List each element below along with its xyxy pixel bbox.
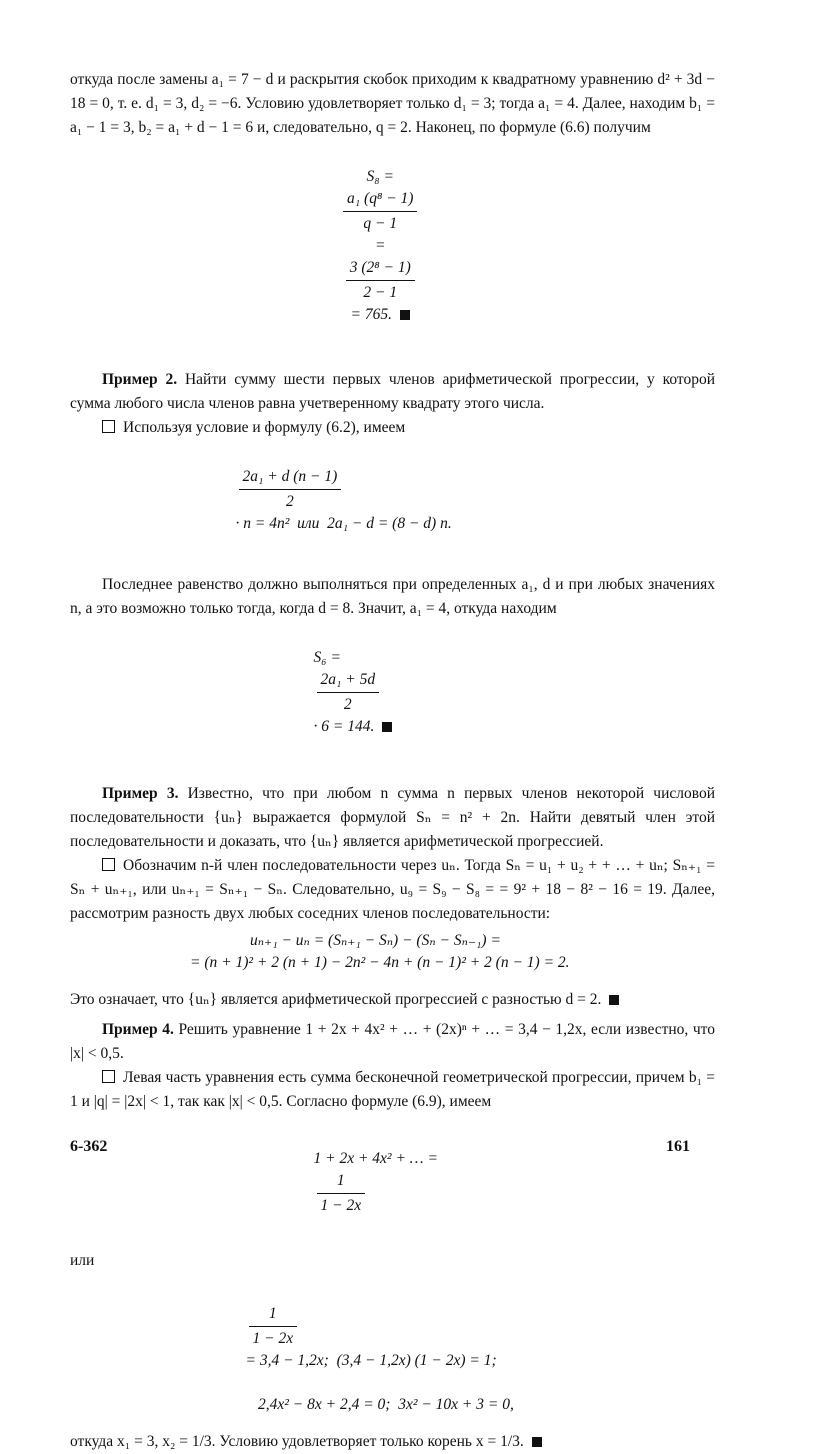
paragraph-conclusion: Это означает, что {uₙ} является арифметической прогрессией с разностью d = 2. bbox=[70, 988, 715, 1012]
paragraph-answer: откуда x₁ = 3, x₂ = 1/3. Условию удовлетворяет только корень x = 1/3. bbox=[70, 1430, 715, 1454]
example-2-solution: Используя условие и формулу (6.2), имеем bbox=[70, 416, 715, 440]
example-2: Пример 2. Найти сумму шести первых членов арифметической прогрессии, у которой сумма любого числа членов равна учетверенному квадрату этого числа. bbox=[70, 371, 715, 412]
equation-difference-2: = (n + 1)² + 2 (n + 1) − 2n² − 4n + (n − 1)² + 2 (n − 1) = 2. bbox=[190, 954, 570, 971]
example-3-solution: Обозначим n-й член последовательности через uₙ. Тогда Sₙ = u₁ + u₂ + + … + uₙ; Sₙ₊₁ = Sₙ + uₙ₊₁, или uₙ₊₁ = Sₙ₊₁ − Sₙ. Следовательно, u₉ = S₉ − S₈ = = 9² + 18 − 8² − 16 = 19. Далее, рассмотрим разность двух любых соседних членов последовательности: bbox=[70, 857, 715, 922]
equation-sum-formula: $\frac{\text{2a₁ + d (n − 1)}}{2}$ · n = 4n² или 2a₁ − d = (8 − d) n. bbox=[235, 468, 452, 532]
equation-series: 1 + 2x + 4x² + … = $\frac{1}{1 - 2x}$ bbox=[313, 1150, 438, 1214]
example-3: Пример 3. Известно, что при любом n сумма n первых членов некоторой числовой последовательности {uₙ} выражается формулой Sₙ = n² + 2n. Найти девятый член этой последовательности и доказать, что {uₙ} является арифметической прогрессией. bbox=[70, 785, 715, 850]
page-number: 161 bbox=[666, 1138, 690, 1155]
end-of-proof-mark bbox=[532, 1437, 542, 1447]
page-content bbox=[70, 68, 715, 1454]
solution-start-mark bbox=[102, 1070, 115, 1083]
end-of-proof-mark bbox=[400, 310, 410, 320]
page-footer bbox=[70, 1138, 690, 1156]
example-4-solution: Левая часть уравнения есть сумма бесконечной геометрической прогрессии, причем b₁ = 1 и |q| = |2x| < 1, так как |x| < 0,5. Согласно формуле (6.9), имеем bbox=[70, 1069, 715, 1110]
end-of-proof-mark bbox=[609, 995, 619, 1005]
solution-start-mark bbox=[102, 420, 115, 433]
end-of-proof-mark bbox=[382, 722, 392, 732]
example-4: Пример 4. Решить уравнение 1 + 2x + 4x² + … + (2x)ⁿ + … = 3,4 − 1,2x, если известно, что |x| < 0,5. bbox=[70, 1021, 715, 1062]
equation-s6: S₆ = $\frac{\text{2a₁ + 5d}}{2}$ · 6 = 144. bbox=[298, 625, 715, 760]
solution-start-mark bbox=[102, 858, 115, 871]
paragraph-condition: Последнее равенство должно выполняться при определенных a₁, d и при любых значениях n, а это возможно только тогда, когда d = 8. Значит, a₁ = 4, откуда находим bbox=[70, 576, 715, 617]
word-or: или bbox=[70, 1252, 95, 1269]
equation-solve-1: $\frac{1}{1 - 2x}$ = 3,4 − 1,2x; (3,4 − 1,2x) (1 − 2x) = 1; bbox=[245, 1305, 497, 1369]
paragraph-intro: откуда после замены a₁ = 7 − d и раскрытия скобок приходим к квадратному уравнению d² + 3d − 18 = 0, т. е. d₁ = 3, d₂ = −6. Условию удовлетворяет только d₁ = 3; тогда a₁ = 4. Далее, находим b₁ = a₁ − 1 = 3, b₂ = a₁ + d − 1 = 6 и, следовательно, q = 2. Наконец, по формуле (6.6) получим bbox=[70, 71, 715, 136]
equation-s8: S₈ = $\frac{\text{a₁ (q⁸ − 1)}}{q - 1}$ = $\frac{\text{3 (2⁸ − 1)}}{2 - 1}$ = 765. bbox=[30, 144, 715, 348]
equation-solve-2: 2,4x² − 8x + 2,4 = 0; 3x² − 10x + 3 = 0, bbox=[258, 1396, 514, 1413]
signature-mark: 6-362 bbox=[70, 1138, 108, 1155]
equation-difference-1: uₙ₊₁ − uₙ = (Sₙ₊₁ − Sₙ) − (Sₙ − Sₙ₋₁) = bbox=[250, 932, 501, 949]
